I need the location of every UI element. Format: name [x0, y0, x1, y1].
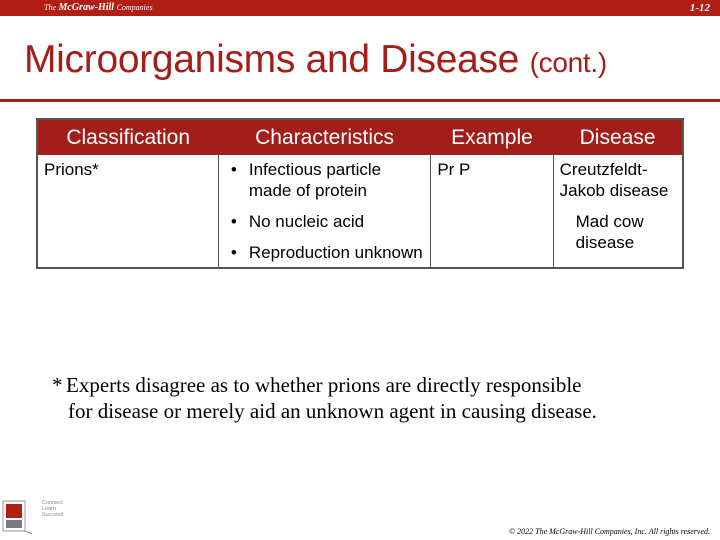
footnote [52, 372, 692, 424]
characteristic-item: • Reproduction unknown [225, 242, 424, 263]
table-header-row [37, 119, 683, 155]
title-suffix: (cont.) [529, 47, 607, 78]
characteristic-item: • No nucleic acid [225, 211, 424, 232]
disease-item: Creutzfeldt-Jakob disease [559, 160, 669, 200]
page-title [24, 38, 607, 82]
title-divider [0, 99, 720, 102]
copyright-notice: © 2022 The McGraw-Hill Companies, Inc. All rights reserved. [509, 527, 710, 536]
disease-cell [553, 155, 683, 268]
logo-tagline: Connect Learn Succeed [42, 500, 64, 518]
table-row [37, 155, 683, 268]
column-header: Classification [37, 119, 218, 155]
microorganism-table [36, 118, 684, 269]
column-header: Example [431, 119, 553, 155]
disease-item: Mad cow disease [575, 212, 644, 252]
classification-cell: Prions* [37, 155, 218, 268]
footnote-line-2: for disease or merely aid an unknown agent in causing disease. [68, 399, 597, 423]
example-cell: Pr P [431, 155, 553, 268]
header-bar [0, 0, 720, 16]
slide-number: 1-12 [689, 2, 710, 14]
mcgraw-hill-logo-icon [2, 500, 34, 536]
footnote-mark: * [52, 373, 63, 397]
column-header: Disease [553, 119, 683, 155]
characteristics-cell [218, 155, 430, 268]
title-main: Microorganisms and Disease [24, 38, 520, 81]
characteristic-item: • Infectious particle made of protein [225, 159, 424, 201]
column-header: Characteristics [218, 119, 430, 155]
publisher-name: The McGraw-Hill Companies [44, 2, 153, 13]
footnote-line-1: Experts disagree as to whether prions are directly responsible [66, 373, 582, 397]
